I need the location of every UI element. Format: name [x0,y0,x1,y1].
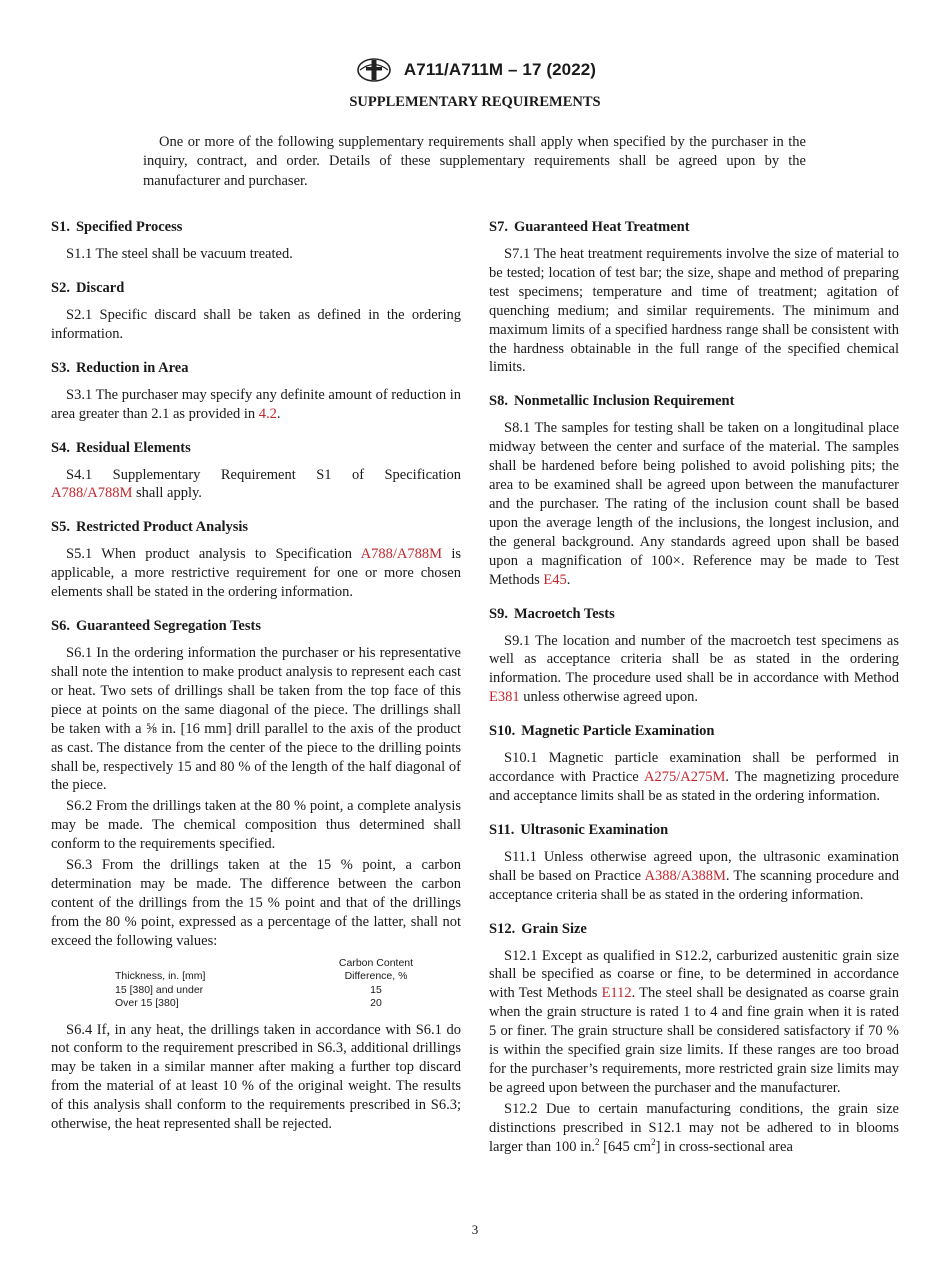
link-a275[interactable]: A275/A275M [643,769,726,786]
paragraph-s6-3: S6.3 From the drillings taken at the 15 % point, a carbon determination may be made. The difference between the carbon content of the drillings from the 15 % point and that of the drillings from the 80 % point, expressed as a percentage of the latter, shall not exceed the following values: [51,857,461,949]
section-heading-s2: S2. Discard [51,279,125,296]
section-heading-s8: S8. Nonmetallic Inclusion Requirement [489,393,735,410]
document-header [0,57,950,83]
left-column [51,217,461,1148]
table-header: Thickness, in. [mm] [115,970,206,983]
paragraph-s7-1: S7.1 The heat treatment requirements involve the size of material to be tested; location of test bar; the size, shape and method of preparing test specimens; temperature and time of treatment; agitation of quenching medium; and similar requirements. The minimum and maximum limits of a specified hardness range shall be consistent with the hardness obtainable in the full range of the specified chemical limits. [489,246,899,376]
section-heading-s10: S10. Magnetic Particle Examination [489,723,715,740]
paragraph-s11-1: S11.1 Unless otherwise agreed upon, the ultrasonic examination shall be based on Practice A388/A388M. The scanning procedure and acceptance criteria shall be as stated in the ordering information. [489,848,899,903]
right-column [489,217,899,1171]
section-heading-s3: S3. Reduction in Area [51,359,189,376]
link-section-4-2[interactable]: 4.2 [258,405,277,422]
table-header: Carbon Content [338,956,414,969]
paragraph-s4-1: S4.1 Supplementary Requirement S1 of Specification A788/A788M shall apply. [51,466,461,502]
carbon-content-table [51,957,461,1011]
section-heading-s11: S11. Ultrasonic Examination [489,821,669,838]
section-heading-s1: S1. Specified Process [51,219,183,235]
paragraph-s2-1: S2.1 Specific discard shall be taken as defined in the ordering information. [51,306,461,342]
table-header: Difference, % [344,970,408,983]
paragraph-s6-1: S6.1 In the ordering information the purchaser or his representative shall note the intention to make product analysis to represent each cast or heat. Two sets of drillings shall be taken from the top face of this piece at points on the same diagonal of the piece. The drillings shall be taken with a ⅝ in. [16 mm] drill parallel to the axis of the product as cast. The distance from the center of the piece to the drilling points shall be, respectively 15 and 80 % of the length of the half diagonal of the piece. [51,645,461,794]
table-row: 15 [380] and under 15 [115,983,382,996]
link-e45[interactable]: E45 [543,571,567,588]
section-heading-s9: S9. Macroetch Tests [489,605,615,622]
paragraph-s8-1: S8.1 The samples for testing shall be taken on a longitudinal place midway between the center and surface of the material. The samples shall be hardened before being polished to avoid polishing pits; the area to be examined shall be agreed upon between the manufacturer and the purchaser. The rating of the inclusion count shall be based upon the average length of the inclusions, the longest inclusion, and the general background. Any standards agreed upon shall be based upon a magnification of 100×. Reference may be made to Test Methods E45. [489,420,899,588]
link-a788[interactable]: A788/A788M [51,485,133,502]
link-a388[interactable]: A388/A388M [644,867,726,884]
standard-code: A711/A711M – 17 (2022) [403,60,597,79]
paragraph-s10-1: S10.1 Magnetic particle examination shall be performed in accordance with Practice A275/A275M. The magnetizing procedure and acceptance limits shall be as stated in the ordering information. [489,750,899,804]
paragraph-s12-2: S12.2 Due to certain manufacturing conditions, the grain size distinctions prescribed in S12.1 may not be adhered to in blooms larger than 100 in.$^2$ [645 $cm^2$] in cross-sectional area [489,1100,899,1155]
paragraph-s12-1: S12.1 Except as qualified in S12.2, carburized austenitic grain size shall be specified as coarse or fine, to be determined in accordance with Test Methods E112. The steel shall be designated as coarse grain when the grain structure is rated 1 to 4 and fine grain when it is rated 5 or finer. The grain structure shall be considered satisfactory if 70 % is within the specified grain size limits. If these ranges are too broad for the purchaser’s requirements, more restricted grain size limits may be agreed upon between the purchaser and the manufacturer. [489,947,899,1096]
section-heading-s12: S12. Grain Size [489,920,587,937]
section-heading-s6: S6. Guaranteed Segregation Tests [51,618,261,635]
link-e112[interactable]: E112 [601,985,632,1002]
section-heading-s5: S5. Restricted Product Analysis [51,519,249,536]
paragraph-s3-1: S3.1 The purchaser may specify any definite amount of reduction in area greater than 2.1 as provided in 4.2. [51,386,461,422]
paragraph-s9-1: S9.1 The location and number of the macroetch test specimens as well as acceptance criteria shall be as stated in the ordering information. The procedure used shall be in accordance with Method E381 unless otherwise agreed upon. [489,632,899,706]
paragraph-s5-1: S5.1 When product analysis to Specification A788/A788M is applicable, a more restrictive requirement for one or more chosen elements shall be stated in the ordering information. [51,546,461,601]
paragraph-s6-4: S6.4 If, in any heat, the drillings taken in accordance with S6.1 do not conform to the requirement prescribed in S6.3, additional drillings may be taken in a similar manner after making a further top discard from the material of at least 10 % of the original weight. The results of this analysis shall conform to the requirements prescribed in S6.3; otherwise, the heat represented shall be rejected. [51,1021,461,1133]
intro-paragraph: One or more of the following supplementary requirements shall apply when specified by the purchaser in the inquiry, contract, and order. Details of these supplementary requirements shall be agreed upon by the manufacturer and purchaser. [143,134,806,189]
page-title: SUPPLEMENTARY REQUIREMENTS [349,94,601,110]
paragraph-s6-2: S6.2 From the drillings taken at the 80 % point, a complete analysis may be made. The chemical composition thus determined shall conform to the requirements specified. [51,798,461,853]
astm-logo-icon [354,57,394,83]
page-number: 3 [471,1222,479,1237]
table-row: Over 15 [380] 20 [115,997,382,1010]
paragraph-s1-1: S1.1 The steel shall be vacuum treated. [66,246,293,262]
section-heading-s4: S4. Residual Elements [51,439,191,456]
link-a788[interactable]: A788/A788M [360,546,442,563]
link-e381[interactable]: E381 [489,689,520,706]
section-heading-s7: S7. Guaranteed Heat Treatment [489,219,690,235]
